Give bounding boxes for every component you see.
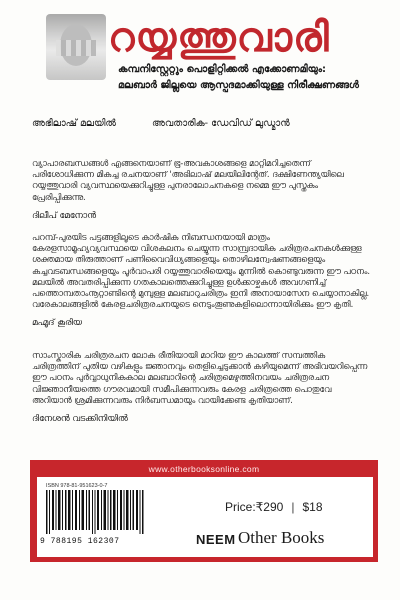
barcode-digits: 9 788195 162307 xyxy=(40,537,120,546)
blurb-1-text: വ്യാപാരബന്ധങ്ങൾ എങ്ങനെയാണ് ഭൂ-അവകാശങ്ങളെ മാറ്റിമറിച്ചതെന്ന് പരിശോധിക്കുന്ന മികച്ച രചനയാണ് 'അഭിലാഷ് മലയിലിന്റേത്. ദക്ഷിണേന്ത്യയിലെ റയ്യത്തുവാരി വ്യവസ്ഥയെക്കുറിച്ചുള്ള പുനരാലോചനകളെ നമ്മെ ഈ പുസ്തകം പ്രേരിപ്പിക്കുന്നു. xyxy=(32,158,344,202)
book-title: റയ്യത്തുവാരി xyxy=(108,14,330,61)
subtitle-line-2: മലബാർ ജില്ലയെ ആസ്പദമാക്കിയുള്ള നിരീക്ഷണങ്ങൾ xyxy=(118,80,359,91)
subtitle-line-1: കമ്പനിസ്റ്റേറ്റും പൊളിറ്റിക്കൽ എക്കോണമിയും: xyxy=(118,64,327,75)
blurb-2 xyxy=(32,232,372,330)
price-usd: $18 xyxy=(302,500,323,514)
isbn-barcode xyxy=(46,490,144,534)
price-row xyxy=(225,500,323,514)
price-inr: Price:₹290 xyxy=(225,500,284,514)
book-subtitle xyxy=(118,62,388,94)
pixelated-overlay xyxy=(56,40,96,56)
isbn-label: ISBN 978-81-951623-0-7 xyxy=(46,483,108,489)
blurb-3-author: ദിനേശൻ വടക്കിനിയിൽ xyxy=(32,414,128,425)
blurb-1 xyxy=(32,158,372,222)
price-separator: | xyxy=(291,500,295,514)
author-name: അഭിലാഷ് മലയിൽ xyxy=(32,118,117,129)
credits-row xyxy=(32,118,372,134)
blurb-3 xyxy=(32,350,372,425)
blurb-3-text: സാംസ്കാരിക ചരിത്രരചന ലോക രീതിയായി മാറിയ ഈ കാലത്ത് സമ്പത്തിക ചരിത്രത്തിന് പുതിയ വഴികളും ജ്ഞാനവും തെളിച്ചെടുക്കാൻ കഴിയുമെന്ന് അഭിവയറിപ്പെന്ന ഈ പഠനം പുർവ്വാധുനികകാല മലബാറിന്റെ ചരിത്രമെഴുത്തിനവയം ചരിത്രരചന വിജ്ഞാനീയത്തെ ഗൗരവമായി സമീപിക്കുന്നവരും കേരള ചരിത്രത്തെ പൊതുവേ അറിയാൻ ശ്രമിക്കുന്നവരും നിർബന്ധമായും വായിക്കേണ്ട കൃതിയാണ്. xyxy=(32,350,368,405)
publisher-website: www.otherbooksonline.com xyxy=(148,464,260,474)
blurb-2-text: പറമ്പ്-പുരയിട പട്ടങ്ങളിലൂടെ കാർഷിക നിബന്ധനയായി മാത്രം കേരളസാമൂഹ്യവ്യവസ്ഥയെ വിശകലനം ചെയ്യുന്ന സാമ്പ്രദായിക ചരിത്രരചനകൾക്കുള്ള ശക്തമായ തിരുത്താണ് പണിവൈവിധ്യങ്ങളെയും തൊഴിലന്വേഷണങ്ങളെയും കച്ചവടബന്ധങ്ങളെയും പൂർവാപരി റയ്യത്തുവാരിയെയും മുന്നിൽ കൊണ്ടുവരുന്ന ഈ പഠനം. മലയിൽ അവതരിപ്പിക്കുന്ന ഗതകാലത്തെക്കുറിച്ചുള്ള ഉൾക്കാഴ്ചകൾ അവഗണിച്ച് പത്തൊമ്പതാംനൂറ്റാണ്ടിന്റെ മുമ്പുള്ള മലബാറുചരിത്രം ഇനി അനായാസേന ചെയ്യാനാകില്ല. വരേകാലങ്ങളിൽ കേരളചരിത്രരചനയുടെ നെടുംതൂണുകളിലൊന്നായിരിക്കും ഈ കൃതി. xyxy=(32,232,371,310)
author-photo xyxy=(46,14,106,80)
neem-logo: NEEM xyxy=(196,532,236,547)
other-books-logo: Other Books xyxy=(238,528,325,547)
foreword-credit: അവതാരിക- ഡേവിഡ് ലുഡ്മാൻ xyxy=(152,118,290,129)
blurb-1-author: ദിലീപ് മേനോൻ xyxy=(32,210,96,221)
blurb-2-author: മഹ്മൂദ് കൂരിയ xyxy=(32,318,82,329)
